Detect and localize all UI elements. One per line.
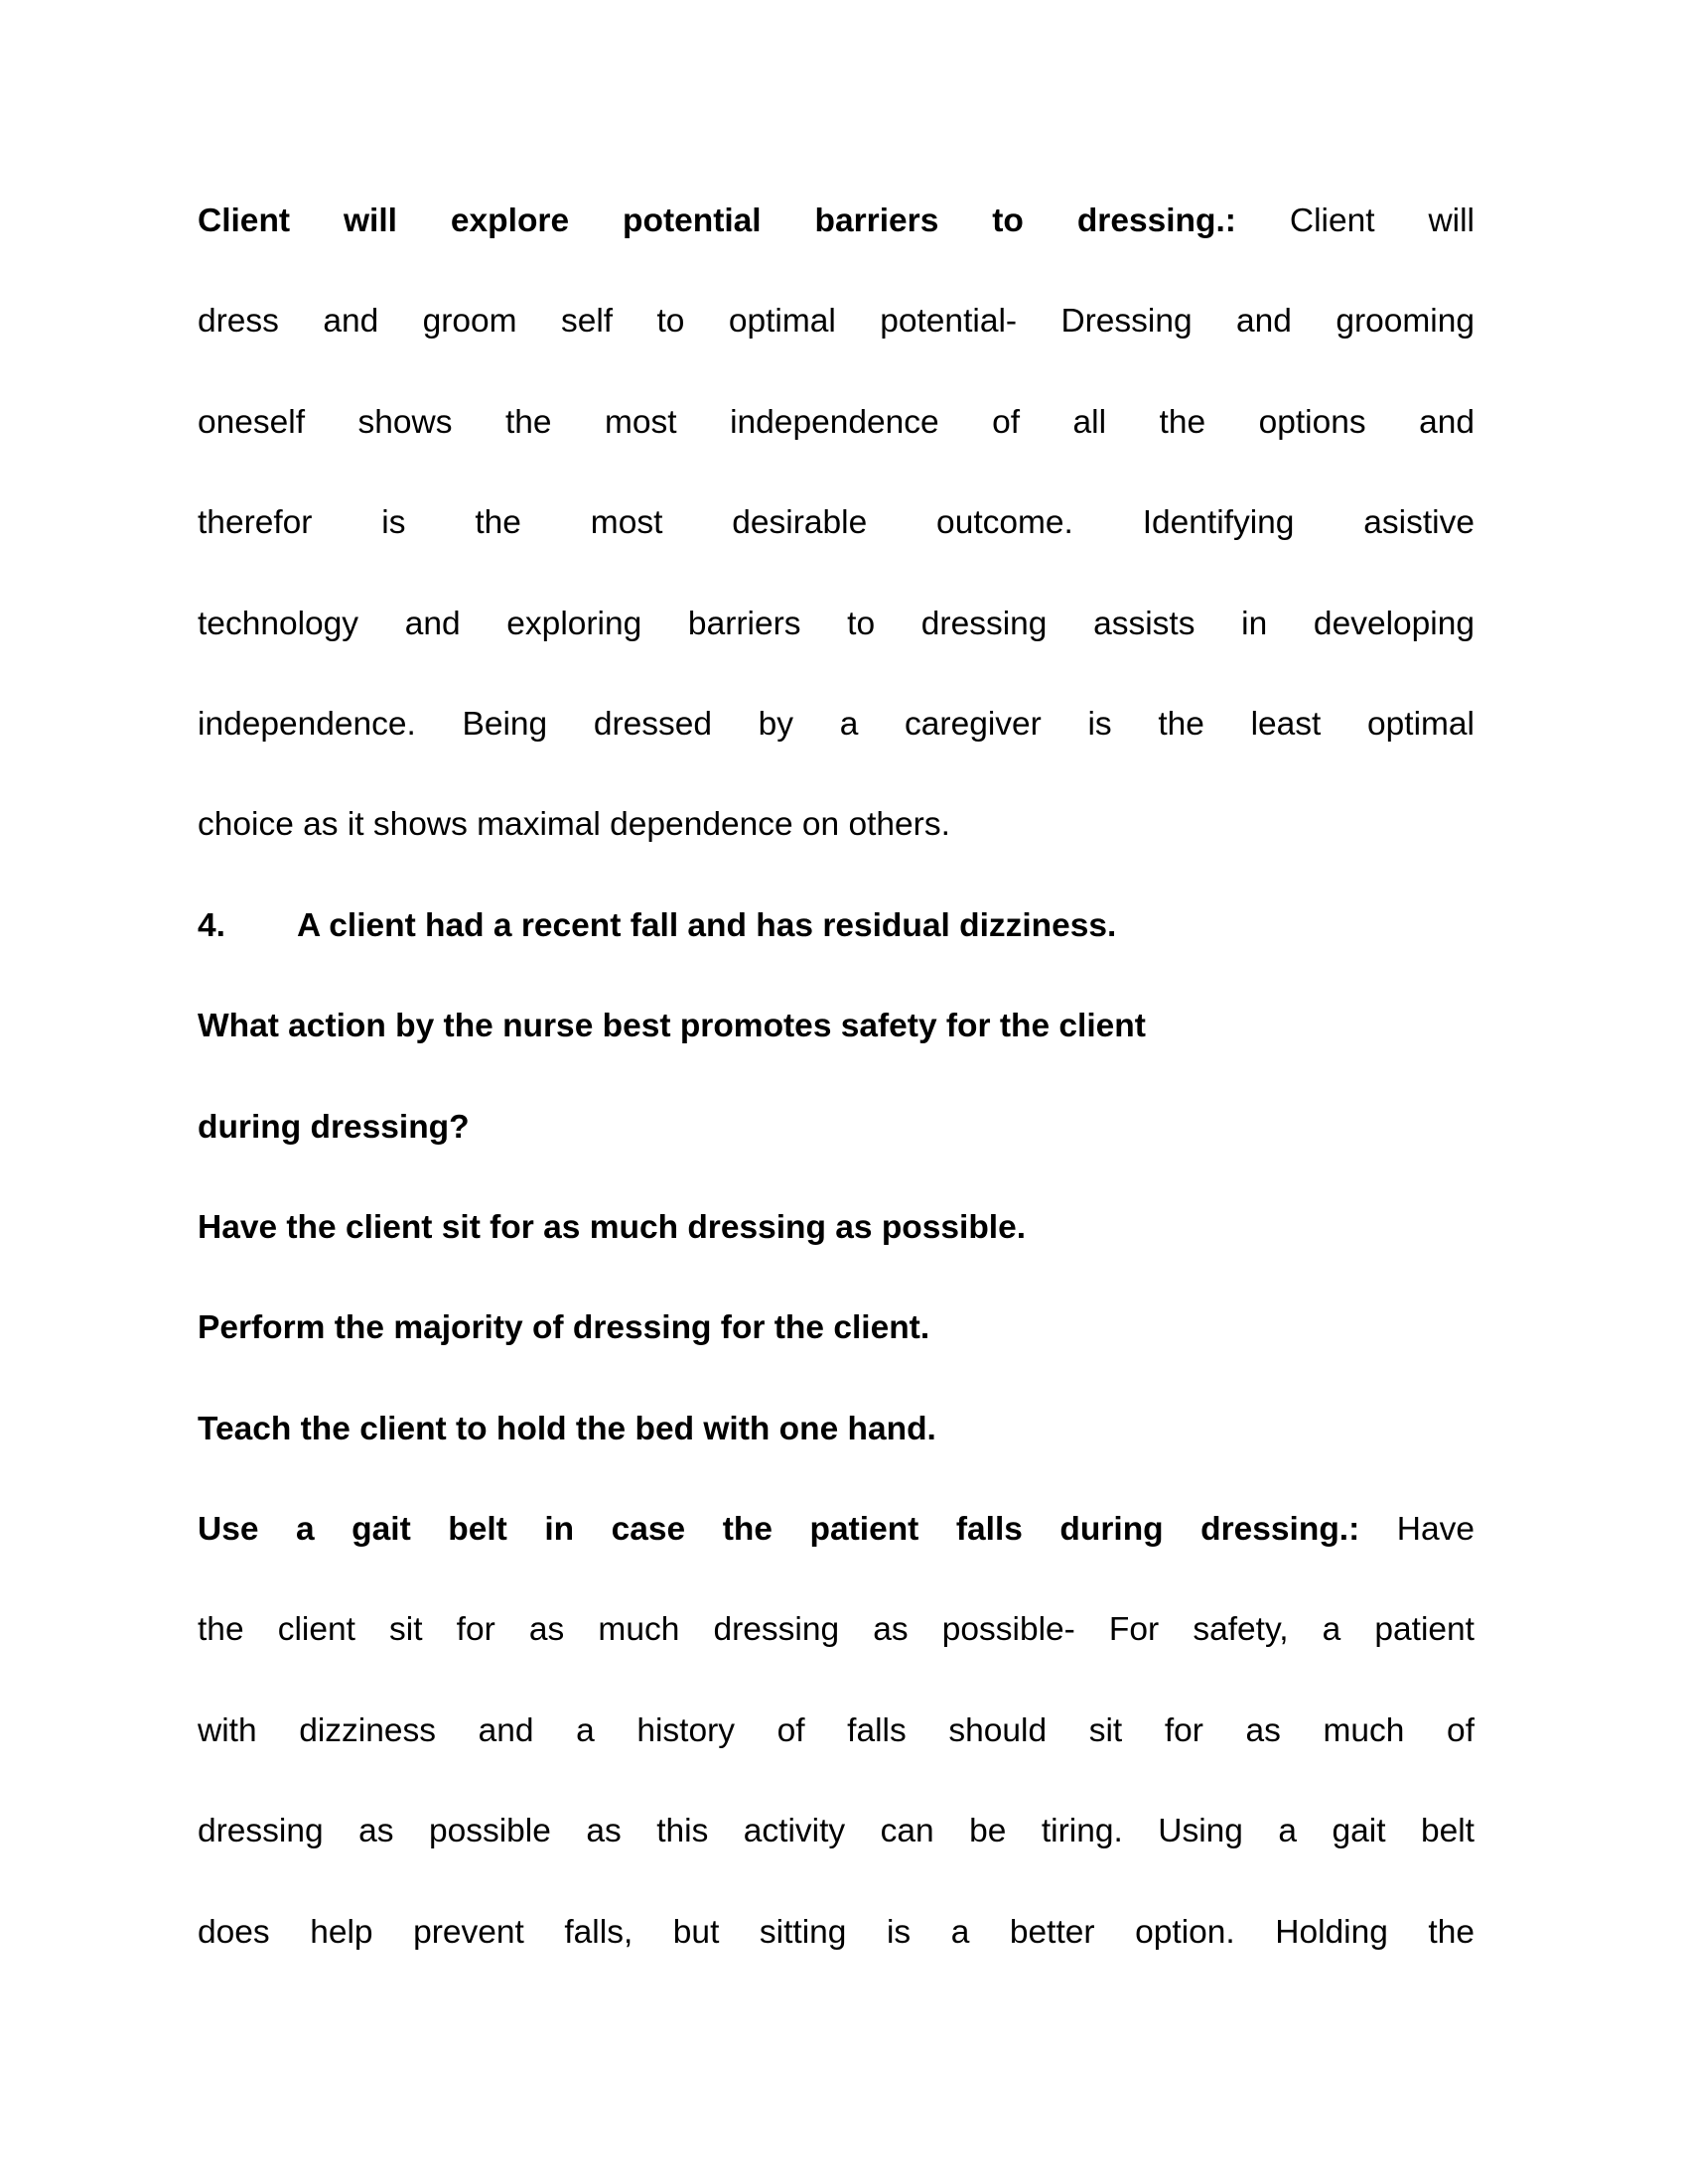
question-number: 4.	[198, 906, 225, 944]
body-text: Client will	[1235, 203, 1475, 239]
body-text: dressing as possible as this activity can be tiring. Using a gait belt	[198, 1813, 1475, 1850]
text-line	[198, 1479, 1475, 1579]
document-page	[198, 171, 1475, 1982]
text-line	[198, 372, 1475, 473]
text-line	[198, 774, 1475, 875]
body-text: choice as it shows maximal dependence on others.	[198, 806, 950, 844]
question-stem-line: A client had a recent fall and has residual dizziness.	[297, 906, 1117, 944]
body-text: the client sit for as much dressing as possible- For safety, a patient	[198, 1611, 1475, 1649]
rationale-paragraph-4	[198, 1479, 1475, 1982]
text-line	[198, 271, 1475, 371]
answer-option: Have the client sit for as much dressing as possible.	[198, 1208, 1027, 1246]
body-text: does help prevent falls, but sitting is a better option. Holding the	[198, 1913, 1475, 1951]
rationale-paragraph-3	[198, 171, 1475, 876]
bold-answer-text: Client will explore potential barriers to dressing.:	[198, 203, 1236, 239]
text-line	[198, 1681, 1475, 1781]
text-line	[198, 674, 1475, 774]
text-line	[198, 574, 1475, 674]
question-stem-line: What action by the nurse best promotes safety for the client	[198, 1008, 1146, 1045]
text-line	[198, 1882, 1475, 1982]
body-text: with dizziness and a history of falls should sit for as much of	[198, 1711, 1475, 1749]
body-text: oneself shows the most independence of all the options and	[198, 403, 1475, 441]
answer-option: Perform the majority of dressing for the client.	[198, 1309, 930, 1347]
body-text: Have	[1359, 1511, 1475, 1549]
body-text: technology and exploring barriers to dressing assists in developing	[198, 605, 1475, 642]
body-text: therefor is the most desirable outcome. Identifying asistive	[198, 504, 1475, 542]
text-line	[198, 171, 1475, 271]
question-4-stem	[198, 876, 1475, 976]
body-text: dress and groom self to optimal potential- Dressing and grooming	[198, 303, 1475, 341]
text-line	[198, 1579, 1475, 1680]
text-line	[198, 473, 1475, 573]
text-line	[198, 1781, 1475, 1881]
question-stem-line: during dressing?	[198, 1108, 470, 1146]
bold-answer-text: Use a gait belt in case the patient falls during dressing.:	[198, 1511, 1360, 1549]
body-text: independence. Being dressed by a caregiver is the least optimal	[198, 705, 1475, 743]
answer-option: Teach the client to hold the bed with one hand.	[198, 1410, 936, 1447]
